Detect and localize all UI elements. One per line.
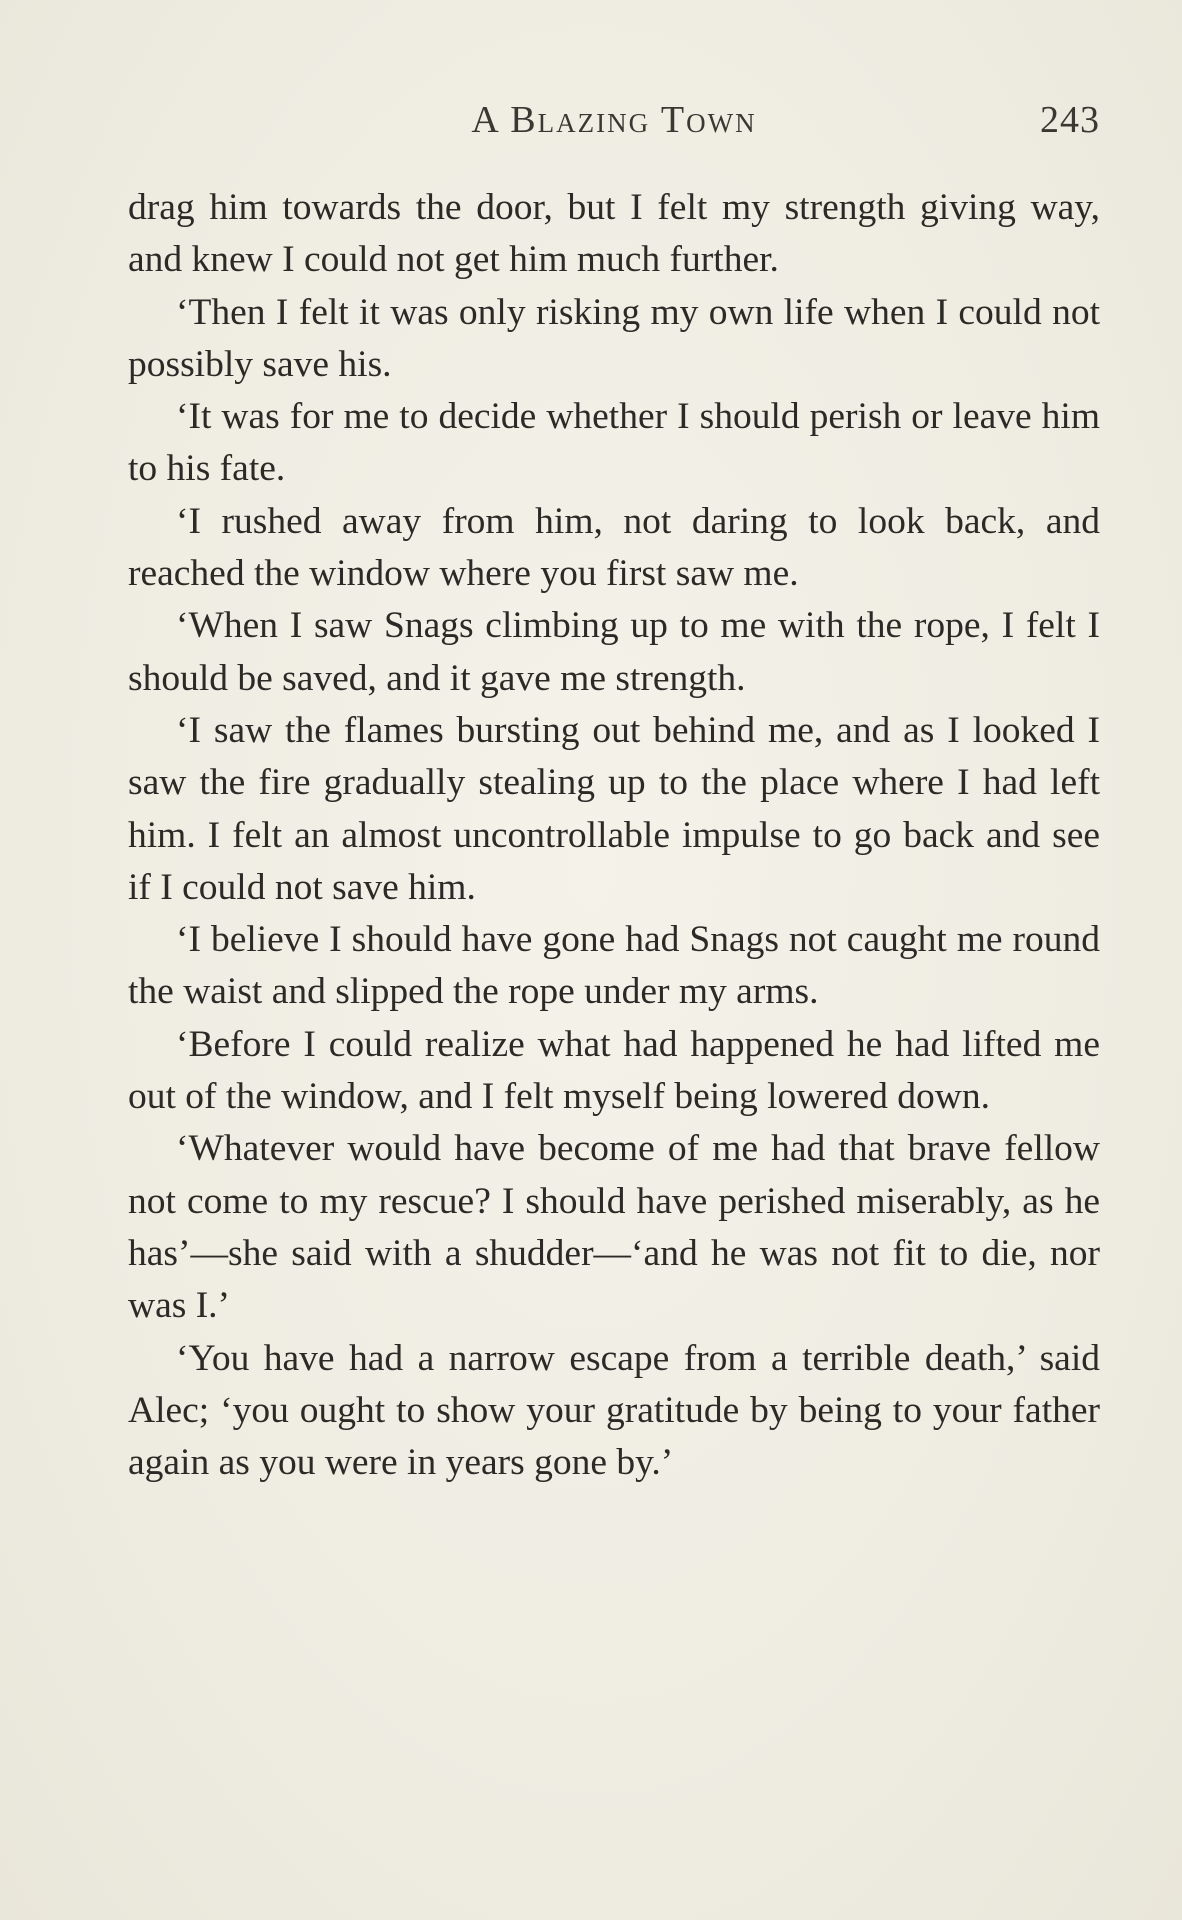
paragraph: ‘Whatever would have become of me had that brave fellow not come to my rescue? I should have perished miserably, as he has’—she said with a shudder—‘and he was not fit to die, nor was I.’	[128, 1128, 1100, 1327]
paragraph: ‘I rushed away from him, not daring to look back, and reached the window where you first saw me.	[128, 500, 1100, 595]
paragraph: ‘Then I felt it was only risking my own life when I could not possibly save his.	[128, 291, 1100, 385]
paragraph: ‘I saw the flames bursting out behind me, and as I looked I saw the fire gradually stealing up to the place where I had left him. I felt an almost uncontrollable impulse to go back and see if I could not save him.	[128, 709, 1100, 908]
page-number: 243	[1040, 99, 1100, 141]
paragraph: ‘When I saw Snags climbing up to me with the rope, I felt I should be saved, and it gave me strength.	[128, 605, 1100, 699]
running-title: A Blazing Town	[471, 99, 757, 141]
page-header	[128, 98, 1100, 148]
paragraph: ‘Before I could realize what had happened he had lifted me out of the window, and I felt myself being lowered down.	[128, 1023, 1100, 1118]
paragraph: ‘I believe I should have gone had Snags not caught me round the waist and slipped the rope under my arms.	[128, 919, 1100, 1013]
paragraph: ‘You have had a narrow escape from a terrible death,’ said Alec; ‘you ought to show your gratitude by being to your father again as you were in years gone by.’	[128, 1337, 1100, 1484]
paragraph: ‘It was for me to decide whether I should perish or leave him to his fate.	[128, 396, 1100, 490]
paragraph-continuation: drag him towards the door, but I felt my strength giving way, and knew I could not get him much further.	[128, 187, 1100, 281]
body-text	[128, 182, 1100, 1489]
